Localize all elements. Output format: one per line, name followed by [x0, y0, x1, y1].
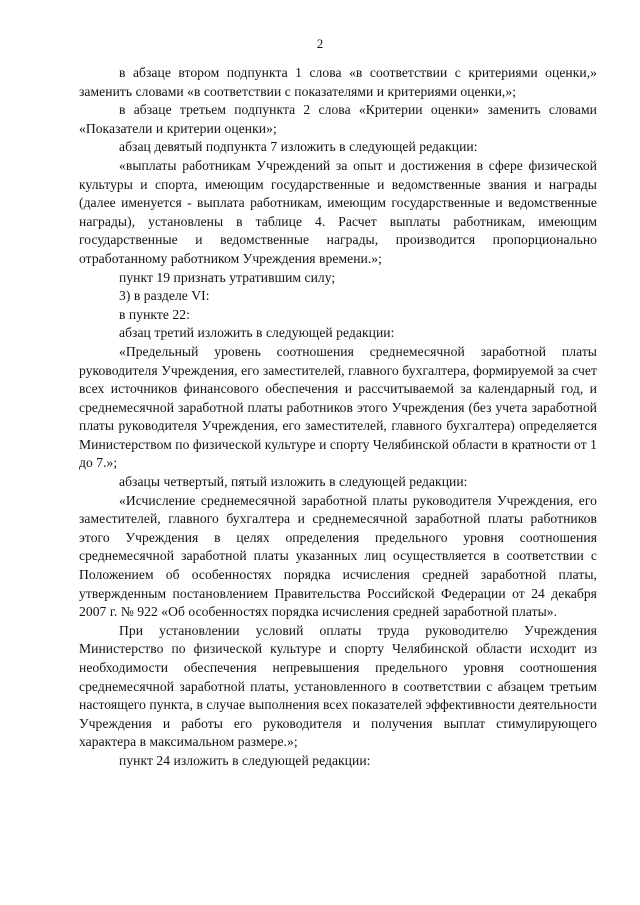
paragraph: в пункте 22:: [119, 306, 190, 322]
paragraph: При установлении условий оплаты труда руководителю Учреждения Министерство по физической культуре и спорту Челябинской области исходит из необходимости обеспечения непревышения предельного уровня соотношения среднемесячной заработной платы, установленного в соответствии с абзацем третьим настоящего пункта, в случае выполнения всех показателей эффективности деятельности Учреждения и работы его руководителя и получения выплат стимулирующего характера в максимальном размере.»;: [79, 622, 597, 750]
paragraph: пункт 24 изложить в следующей редакции:: [119, 752, 371, 768]
paragraph: «Предельный уровень соотношения среднемесячной заработной платы руководителя Учреждения, его заместителей, главного бухгалтера, формируемой за счет всех источников финансового обеспечения и рассчитываемой за календарный год, и среднемесячной заработной платы работников этого Учреждения (без учета заработной платы руководителя Учреждения, его заместителей, главного бухгалтера) определяется Министерством по физической культуре и спорту Челябинской области в кратности от 1 до 7.»;: [79, 343, 597, 471]
paragraph: пункт 19 признать утратившим силу;: [119, 269, 336, 285]
paragraph: «Исчисление среднемесячной заработной платы руководителя Учреждения, его заместителей, главного бухгалтера и среднемесячной заработной платы работников этого Учреждения в целях определения предельного уровня соотношения среднемесячной заработной платы указанных лиц осуществляется в соответствии с Положением об особенностях порядка исчисления средней заработной платы, утвержденным постановлением Правительства Российской Федерации от 24 декабря 2007 г. № 922 «Об особенностях порядка исчисления средней заработной платы».: [79, 492, 597, 620]
paragraph: «выплаты работникам Учреждений за опыт и достижения в сфере физической культуры и спорта, имеющим государственные и ведомственные звания и награды (далее именуется - выплата работникам, имеющим государственные и ведомственные награды), установлены в таблице 4. Расчет выплаты работникам, имеющим государственные и ведомственные награды, производится пропорционально отработанному работником Учреждения времени.»;: [79, 157, 597, 266]
paragraph: абзац девятый подпункта 7 изложить в следующей редакции:: [119, 139, 478, 155]
paragraph: в абзаце третьем подпункта 2 слова «Критерии оценки» заменить словами «Показатели и критерии оценки»;: [79, 102, 597, 136]
document-body: [79, 64, 597, 771]
page-number: 2: [316, 36, 324, 51]
paragraph: в абзаце втором подпункта 1 слова «в соответствии с критериями оценки,» заменить словами «в соответствии с показателями и критериями оценки,»;: [79, 65, 597, 99]
paragraph: 3) в разделе VI:: [119, 288, 210, 304]
paragraph: абзацы четвертый, пятый изложить в следующей редакции:: [119, 474, 468, 490]
paragraph: абзац третий изложить в следующей редакции:: [119, 325, 395, 341]
